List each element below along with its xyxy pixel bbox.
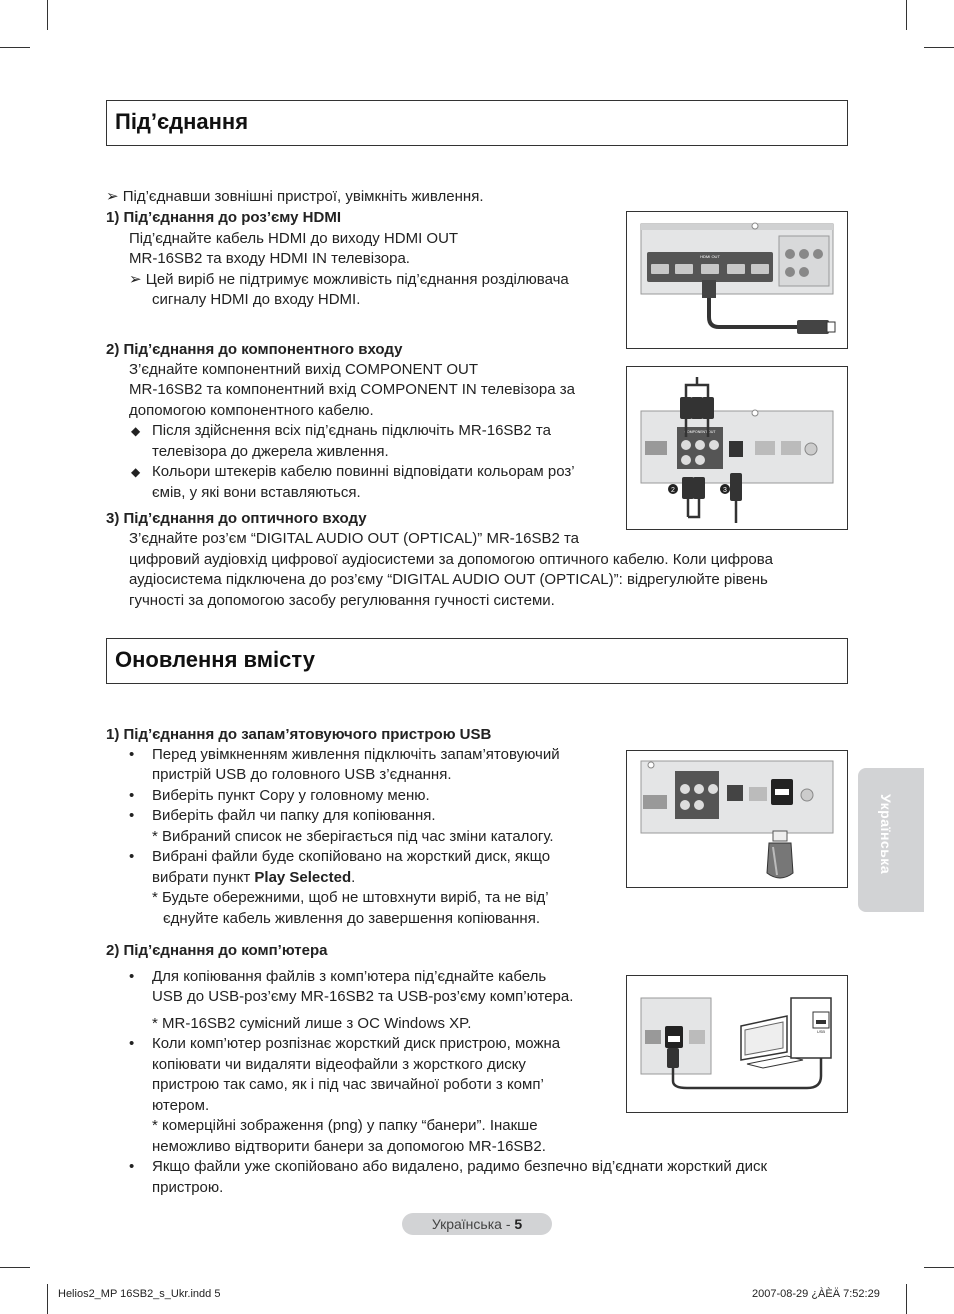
crop-mark <box>906 1284 907 1314</box>
pc-bullet: Для копіювання файлів з комп’ютера під’єднайте кабель <box>152 968 547 985</box>
optical-text: аудіосистема підключена до роз’єму “DIGITAL AUDIO OUT (OPTICAL)”: відрегулюйте рівень <box>129 571 768 588</box>
hdmi-text: Під’єднайте кабель HDMI до виходу HDMI OUT <box>129 230 459 247</box>
pc-bullet: ютером. <box>152 1097 210 1114</box>
bullet-dot: • <box>129 787 135 804</box>
crop-mark <box>924 1267 954 1268</box>
crop-mark <box>0 1267 30 1268</box>
usb-storage-diagram <box>627 751 846 886</box>
section-title-connection: Під’єднання <box>106 100 848 146</box>
hdmi-text: MR-16SB2 та входу HDMI IN телевізора. <box>129 250 410 267</box>
usb-bullet: Виберіть файл чи папку для копіювання. <box>152 807 436 824</box>
bullet-dot: • <box>129 1035 135 1052</box>
pc-bullet: пристрою так само, як і під час звичайної роботи з комп’ <box>152 1076 544 1093</box>
bullet-dot: • <box>129 746 135 763</box>
component-bullet: ємів, у які вони вставляються. <box>152 484 361 501</box>
usb-note: єднуйте кабель живлення до завершення копіювання. <box>163 910 540 927</box>
pc-note: * MR-16SB2 сумісний лише з ОС Windows XP. <box>152 1015 472 1032</box>
diamond-bullet-icon: ◆ <box>131 424 141 438</box>
component-heading: 2) Під’єднання до компонентного входу <box>106 341 403 358</box>
usb-note: * Будьте обережними, щоб не штовхнути виріб, та не від’ <box>152 889 549 906</box>
diamond-bullet-icon: ◆ <box>131 465 141 479</box>
intro-note: ➢ Під’єднавши зовнішні пристрої, увімкніть живлення. <box>106 188 484 205</box>
hdmi-note: ➢ Цей виріб не підтримує можливість під’єднання розділювача <box>129 271 569 288</box>
pc-bullet: копіювати чи видаляти відеофайли з жорсткого диску <box>152 1056 526 1073</box>
usb-bullet: Виберіть пункт Copy у головному меню. <box>152 787 430 804</box>
bullet-dot: • <box>129 968 135 985</box>
component-text: З’єднайте компонентний вихід COMPONENT OUT <box>129 361 479 378</box>
language-side-tab <box>858 768 924 912</box>
callout-2: 2 <box>671 487 675 494</box>
usb-heading: 1) Під’єднання до запам’ятовуючого пристрою USB <box>106 726 492 743</box>
optical-text: гучності за допомогою засобу регулювання гучності системи. <box>129 592 555 609</box>
pc-bullet: Якщо файли уже скопійовано або видалено, радимо безпечно від’єднати жорсткий диск <box>152 1158 768 1175</box>
usb-note: * Вибраний список не зберігається під час зміни каталогу. <box>152 828 554 845</box>
pc-connection-figure <box>626 975 848 1113</box>
pc-bullet: USB до USB-роз’єму MR-16SB2 та USB-роз’єму комп’ютера. <box>152 988 574 1005</box>
page-language-label: Українська - <box>431 1216 515 1232</box>
pc-note: * комерційні зображення (png) у папку “банери”. Інакше <box>152 1117 538 1134</box>
component-text: допомогою компонентного кабелю. <box>129 402 374 419</box>
pc-heading: 2) Під’єднання до комп’ютера <box>106 942 328 959</box>
bullet-dot: • <box>129 848 135 865</box>
component-text: MR-16SB2 та компонентний вхід COMPONENT IN телевізора за <box>129 381 575 398</box>
language-side-tab-label: Українська <box>878 794 894 875</box>
hdmi-out-label: HDMI OUT <box>700 254 720 259</box>
bullet-dot: • <box>129 807 135 824</box>
component-bullet: телевізора до джерела живлення. <box>152 443 389 460</box>
pc-diagram <box>627 976 846 1111</box>
footer-file-info: Helios2_MP 16SB2_s_Ukr.indd 5 <box>58 1288 221 1300</box>
usb-bullet: пристрій USB до головного USB з’єднання. <box>152 766 452 783</box>
pc-usb-port-label: USB <box>816 1029 826 1034</box>
crop-mark <box>0 47 30 48</box>
optical-text: цифровий аудіовхід цифрової аудіосистеми за допомогою оптичного кабелю. Коли цифрова <box>129 551 773 568</box>
component-bullet: Після здійснення всіх під’єднань підключіть MR-16SB2 та <box>152 422 551 439</box>
optical-heading: 3) Під’єднання до оптичного входу <box>106 510 367 527</box>
bullet-dot: • <box>129 1158 135 1175</box>
section-title-update-content: Оновлення вмісту <box>106 638 848 684</box>
pc-bullet: пристрою. <box>152 1179 224 1196</box>
pc-bullet: Коли комп’ютер розпізнає жорсткий диск пристрою, можна <box>152 1035 561 1052</box>
footer-timestamp: 2007-08-29 ¿ÀÈÄ 7:52:29 <box>752 1288 880 1300</box>
page-number-badge <box>402 1213 552 1235</box>
optical-text: З’єднайте роз’єм “DIGITAL AUDIO OUT (OPTICAL)” MR-16SB2 та <box>129 530 580 547</box>
play-selected-term: Play Selected <box>254 869 352 886</box>
crop-mark <box>47 1284 48 1314</box>
usb-bullet-play-selected: вибрати пункт Play Selected. <box>152 869 356 886</box>
hdmi-note: сигналу HDMI до входу HDMI. <box>152 291 361 308</box>
usb-bullet: Перед увімкненням живлення підключіть запам’ятовуючий <box>152 746 560 763</box>
hdmi-connection-figure <box>626 211 848 349</box>
crop-mark <box>906 0 907 30</box>
component-connection-figure <box>626 366 848 530</box>
crop-mark <box>47 0 48 30</box>
usb-storage-figure <box>626 750 848 888</box>
component-bullet: Кольори штекерів кабелю повинні відповідати кольорам роз’ <box>152 463 575 480</box>
crop-mark <box>924 47 954 48</box>
component-out-label: COMPONENT OUT <box>684 430 716 434</box>
pc-note: неможливо відтворити банери за допомогою MR-16SB2. <box>152 1138 546 1155</box>
hdmi-heading: 1) Під’єднання до роз’єму HDMI <box>106 209 342 226</box>
usb-bullet: Вибрані файли буде скопійовано на жорсткий диск, якщо <box>152 848 551 865</box>
component-diagram <box>627 367 846 528</box>
callout-3: 3 <box>723 487 727 494</box>
page-number: 5 <box>514 1216 523 1232</box>
hdmi-diagram <box>627 212 846 347</box>
